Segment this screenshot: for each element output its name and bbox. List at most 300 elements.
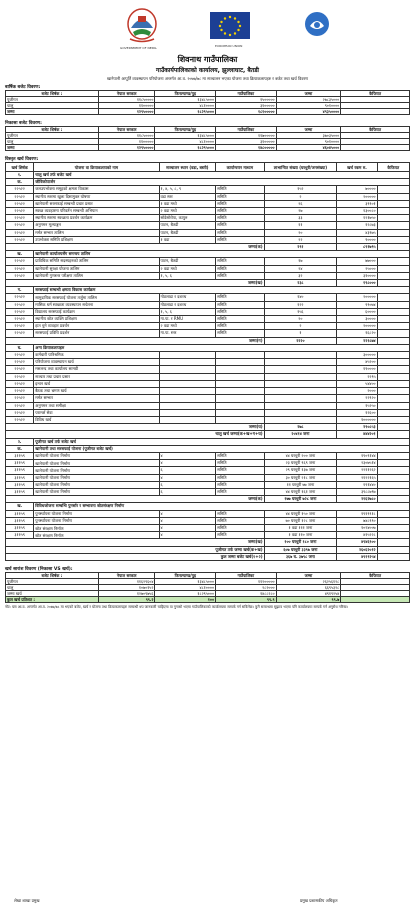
expense-place: १ वडा मध्ये	[159, 200, 216, 207]
expense-beneficiaries: ३२	[264, 272, 337, 279]
expense-code: ३११५९	[6, 517, 34, 524]
finland-value: १००	[155, 596, 216, 602]
expense-item-row	[6, 308, 410, 315]
subtotal-remarks	[377, 424, 409, 431]
subtotal-beneficiaries: २९१	[264, 244, 337, 251]
col-remarks: कैफियत	[341, 91, 410, 97]
expense-agency: समिति	[216, 460, 264, 467]
expense-name: स्थानीय स्तरमा खुला दिसामुक्त घोषणा	[34, 193, 159, 200]
total-value: ६६९५३२८	[276, 584, 341, 590]
expense-agency: समिति	[216, 200, 264, 207]
expense-name: मसलन्द तथा कार्यालय सामग्री	[34, 366, 159, 373]
expense-subtotal-row	[6, 280, 410, 287]
expense-place	[159, 366, 216, 373]
expense-name: स्रोत संरक्षण निर्माण	[34, 524, 159, 531]
expense-name: जलउपभोक्ता समूहको क्षमता विकास	[34, 186, 159, 193]
expense-remarks	[377, 208, 409, 215]
expense-code: ३११५९	[6, 524, 34, 531]
col-municipality: गाउँपालिका	[216, 91, 277, 97]
expense-amount: ३०००००	[337, 352, 377, 359]
finland-value: १८२९५०००	[155, 109, 216, 115]
expense-code: २२५२२	[6, 301, 34, 308]
expense-agency: समिति	[216, 301, 264, 308]
exp-col-remarks: कैफियत	[377, 163, 409, 172]
finland-value: ४८१००००	[155, 584, 216, 590]
gov-value: ११६२९६०४	[98, 578, 155, 584]
finland-value: ४८१००००	[155, 103, 216, 109]
expense-item-row	[6, 402, 410, 409]
finland-value: १८२९५०००	[155, 145, 216, 151]
subtotal-remarks	[377, 546, 409, 553]
expense-agency	[216, 359, 264, 366]
expense-item-row	[6, 193, 410, 200]
expense-remarks	[377, 409, 409, 416]
expense-place: पाटन, बैतडी	[159, 222, 216, 229]
expense-amount: ९९०७४	[337, 301, 377, 308]
expense-item-row	[6, 265, 410, 272]
expense-place: १, ५, ६	[159, 272, 216, 279]
expense-code: ३११५९	[6, 532, 34, 539]
expense-place: १, ४, ५, ८, ९	[159, 186, 216, 193]
expense-item-row	[6, 208, 410, 215]
expense-name: सरसफाई प्रविधि प्रदर्शन	[34, 330, 159, 337]
expense-code: ३११५९	[6, 488, 34, 495]
expense-group-row	[6, 438, 410, 445]
expense-name: पुनर्स्थापना योजना निर्माण	[34, 510, 159, 517]
gov-value: ११०००००	[98, 139, 155, 145]
subtotal-label: जम्मा(ख)	[6, 280, 265, 287]
expense-heading: विस्तृत खर्च विवरण:	[5, 157, 39, 162]
expense-name: परामर्श सेवा	[34, 409, 159, 416]
expense-amount: १९००००	[337, 366, 377, 373]
gov-value: १२७०९७५६	[98, 590, 155, 596]
total-value: २६२५६१२८	[276, 578, 341, 584]
expense-place: गा.पा. र RMU	[159, 316, 216, 323]
expense-place: गोठलाडा र दशरथ	[159, 294, 216, 301]
total-value: ९९.७	[276, 596, 341, 602]
expense-name: मर्मत सम्भार	[34, 395, 159, 402]
subtotal-label: पूजीगत तर्फ जम्मा खर्च(क+ख)	[6, 546, 265, 553]
expense-name: स्रोत संरक्षण निर्माण	[34, 532, 159, 539]
expense-agency: समिति	[216, 467, 264, 474]
expense-item-row	[6, 467, 410, 474]
expense-place: १ वडा	[159, 236, 216, 243]
expense-item-row	[6, 359, 410, 366]
expense-amount: ७००००	[337, 186, 377, 193]
expense-code: २२५२२	[6, 229, 34, 236]
expense-place	[159, 402, 216, 409]
exp-col-agency: कार्यान्वयन माध्यम	[216, 163, 264, 172]
approved-budget-heading: बार्षिक बजेट विवरण:	[5, 85, 41, 90]
expense-beneficiaries	[264, 380, 337, 387]
expense-subtotal-row	[6, 546, 410, 553]
gov-value: १२९५००००	[98, 145, 155, 151]
expense-agency	[216, 395, 264, 402]
finland-value: १३४८५०००	[155, 578, 216, 584]
col-finland: फिनल्याण्ड/युइ	[155, 91, 216, 97]
col-gov: नेपाल सरकार	[98, 572, 155, 578]
expense-name: खानेपानी योजना निर्माण	[34, 474, 159, 481]
expense-remarks	[377, 359, 409, 366]
expense-name: कर्मचारी पारिश्रमिक	[34, 352, 159, 359]
summary-heading: खर्च सारांश विवरण (निकासा VS खर्च):	[5, 566, 73, 572]
expense-amount: ३१००००	[337, 272, 377, 279]
expense-remarks	[377, 352, 409, 359]
gov-value: १२९५००००	[98, 109, 155, 115]
expense-agency: समिति	[216, 452, 264, 459]
expense-code: ३११५९	[6, 474, 34, 481]
expense-subtotal-row	[6, 496, 410, 503]
expense-agency: समिति	[216, 330, 264, 337]
expense-code: २२५२२	[6, 373, 34, 380]
subtotal-remarks	[377, 431, 409, 438]
finland-value: १३४८५०००	[155, 97, 216, 103]
expense-remarks	[377, 366, 409, 373]
expense-code: २२५२२	[6, 316, 34, 323]
row-label: जम्मा	[6, 145, 99, 151]
expense-place: गोठलाडा र दशरथ	[159, 301, 216, 308]
category-title: चालु खर्च तर्फ बजेट खर्च	[34, 172, 410, 179]
expense-place: ४	[159, 452, 216, 459]
expense-item-row	[6, 474, 410, 481]
subtotal-label: जम्मा(क)	[6, 496, 265, 503]
municipality-value: ३१०००००	[216, 139, 277, 145]
expense-item-row	[6, 186, 410, 193]
summary-table	[5, 572, 410, 603]
expense-subtotal-row	[6, 424, 410, 431]
expense-beneficiaries	[264, 366, 337, 373]
expense-beneficiaries	[264, 359, 337, 366]
col-total: जम्मा	[276, 91, 341, 97]
category-code: क.	[6, 445, 34, 452]
expense-table	[5, 162, 410, 561]
expense-item-row	[6, 272, 410, 279]
expense-agency	[216, 409, 264, 416]
row-label: कुल खर्च प्रतिशत :	[6, 596, 99, 602]
expense-beneficiaries: ४४ घरधुरी २०० जना	[264, 452, 337, 459]
expense-beneficiaries: १७	[264, 258, 337, 265]
expense-remarks	[377, 460, 409, 467]
expense-name: स्थानीय स्तरमा स्वच्छता प्रवर्धन कार्यक्रम	[34, 215, 159, 222]
expense-name: खानेपानी गुणस्तर परीक्षण तालिम	[34, 272, 159, 279]
expense-remarks	[377, 193, 409, 200]
expense-subtotal-row	[6, 337, 410, 344]
expense-subtotal-row	[6, 244, 410, 251]
finland-value: ४८१००००	[155, 139, 216, 145]
category-code: ग.	[6, 287, 34, 294]
expense-code: २२५२२	[6, 380, 34, 387]
subtotal-beneficiaries: २३८	[264, 280, 337, 287]
expense-amount: २२११२६२	[337, 467, 377, 474]
expense-amount: १५२५०	[337, 402, 377, 409]
expense-agency: समिति	[216, 258, 264, 265]
category-title: जीविकोपार्जन	[34, 179, 410, 186]
expense-beneficiaries: २०	[264, 316, 337, 323]
expense-remarks	[377, 452, 409, 459]
municipality-value: १८१०००००	[216, 109, 277, 115]
expense-remarks	[377, 510, 409, 517]
expense-beneficiaries	[264, 395, 337, 402]
expense-beneficiaries: १५२	[264, 186, 337, 193]
subtotal-remarks	[377, 280, 409, 287]
expense-category-row	[6, 287, 410, 294]
total-value: ९०१००००	[276, 103, 341, 109]
expense-item-row	[6, 200, 410, 207]
subtotal-beneficiaries: १७७ घरधुरी ७२८ जना	[264, 496, 337, 503]
expense-place	[159, 359, 216, 366]
gov-value: १०७०१५२	[98, 584, 155, 590]
expense-item-row	[6, 517, 410, 524]
expense-agency	[216, 366, 264, 373]
page-title: शिवनाथ गाउँपालिका	[177, 55, 238, 64]
expense-amount: ७७०००	[337, 258, 377, 265]
expense-agency: समिति	[216, 272, 264, 279]
expense-remarks	[377, 200, 409, 207]
expense-remarks	[377, 236, 409, 243]
total-value: ४९१९२५४	[276, 590, 341, 596]
expense-item-row	[6, 416, 410, 423]
expense-agency: समिति	[216, 488, 264, 495]
expense-code: २२५२२	[6, 265, 34, 272]
expense-remarks	[377, 517, 409, 524]
expense-item-row	[6, 373, 410, 380]
subtotal-label: जम्मा(ग)	[6, 337, 265, 344]
expense-remarks	[377, 524, 409, 531]
expense-name: खानेपानी योजना निर्माण	[34, 488, 159, 495]
subtotal-amount: २९०८५३	[337, 424, 377, 431]
finland-value: १३४८५०००	[155, 133, 216, 139]
col-heading: बजेट शिर्षक :	[6, 572, 99, 578]
expense-beneficiaries: १२२	[264, 301, 337, 308]
signature-left: लेखा शाखा प्रमुख	[14, 898, 40, 903]
subtotal-label: चालु खर्च जम्मा(क+ख+ग+घ)	[6, 431, 265, 438]
subtotal-amount: ४४४२०१	[337, 431, 377, 438]
expense-beneficiaries: १४०	[264, 294, 337, 301]
page	[5, 0, 410, 609]
expense-beneficiaries: ३० घरधुरी २१८ जना	[264, 474, 337, 481]
subtotal-amount: २१६२७८०	[337, 496, 377, 503]
expense-code: २२५२२	[6, 409, 34, 416]
expense-beneficiaries: १५६	[264, 308, 337, 315]
subtotal-beneficiaries: २०४१४ जना	[264, 431, 337, 438]
category-code: घ.	[6, 344, 34, 351]
expense-item-row	[6, 380, 410, 387]
subtotal-remarks	[377, 244, 409, 251]
approved-budget-table	[5, 90, 410, 115]
signature-right: प्रमुख प्रशासकीय अधिकृत	[300, 898, 338, 903]
gov-value: ११८५००००	[98, 133, 155, 139]
expense-item-row	[6, 366, 410, 373]
expense-code: २२५२२	[6, 186, 34, 193]
expense-beneficiaries: २७	[264, 208, 337, 215]
expense-place	[159, 409, 216, 416]
eu-flag-icon	[210, 12, 250, 42]
municipality-value: १४८८२८०	[216, 590, 277, 596]
row-label: पूजीगत	[6, 578, 99, 584]
expense-subtotal-row	[6, 539, 410, 546]
expense-remarks	[377, 402, 409, 409]
expense-item-row	[6, 215, 410, 222]
subtotal-label: जम्मा(घ)	[6, 424, 265, 431]
category-title: सरसफाई सम्बन्धी क्षमता विकास कार्यक्रम	[34, 287, 410, 294]
expense-agency: समिति	[216, 215, 264, 222]
expense-beneficiaries: ३३	[264, 215, 337, 222]
category-code: २.	[6, 438, 34, 445]
expense-code: २२५२२	[6, 366, 34, 373]
expense-agency: समिति	[216, 222, 264, 229]
expense-category-row	[6, 503, 410, 510]
col-heading: बजेट शिर्षक :	[6, 127, 99, 133]
expense-code: २२५२२	[6, 200, 34, 207]
row-label: चालु	[6, 584, 99, 590]
category-title: विविधजोजना सम्बन्धि पुनर्सार र सम्भावना स्रोतसंरक्षण निर्माण	[34, 503, 410, 510]
expense-code: ३११५९	[6, 452, 34, 459]
expense-agency: समिति	[216, 323, 264, 330]
logo-mid-caption: EUROPEAN UNION	[215, 44, 243, 48]
expense-item-row	[6, 316, 410, 323]
expense-place: २ वडा मध्ये	[159, 265, 216, 272]
expense-place	[159, 416, 216, 423]
expense-place	[159, 388, 216, 395]
expense-agency	[216, 416, 264, 423]
subtotal-beneficiaries: २७८	[264, 424, 337, 431]
expense-agency: समिति	[216, 208, 264, 215]
expense-amount: २०००००	[337, 323, 377, 330]
expense-remarks	[377, 308, 409, 315]
expense-name: अनुगमन मूल्याङ्कन	[34, 222, 159, 229]
expense-place: गा.पा. स्तर	[159, 330, 216, 337]
expense-code: ३११५९	[6, 510, 34, 517]
expense-amount: १०२४००७	[337, 524, 377, 531]
expense-item-row	[6, 510, 410, 517]
row-label: पूजीगत	[6, 97, 99, 103]
expense-place: ४	[159, 532, 216, 539]
subtotal-remarks	[377, 496, 409, 503]
expense-name: खानेपानी सरसफाई सम्बन्धी प्रचार प्रसार	[34, 200, 159, 207]
expense-item-row	[6, 532, 410, 539]
expense-amount: १९०९१४४	[337, 452, 377, 459]
intro-text: खानेपानी आपूर्ति व्यवस्थापन परियोजना अन्तर्गत आ.व. २०७७/७८ मा सञ्चालन भएका योजना तथा क्रियाकलापहरु र बजेट तथा खर्च विवरण	[106, 76, 308, 81]
expense-item-row	[6, 409, 410, 416]
expense-code: २२५२२	[6, 416, 34, 423]
subtotal-beneficiaries: २२२०	[264, 337, 337, 344]
col-total: जम्मा	[276, 127, 341, 133]
expense-code: ३११५९	[6, 481, 34, 488]
expense-amount: २३०७५१४	[337, 460, 377, 467]
expense-subtotal-row	[6, 431, 410, 438]
expense-subtotal-row	[6, 553, 410, 560]
expense-remarks	[377, 265, 409, 272]
expense-place: पाटन, बैतडी	[159, 229, 216, 236]
municipality-value: ९९.९	[216, 596, 277, 602]
expense-agency	[216, 388, 264, 395]
expense-group-row	[6, 172, 410, 179]
expense-item-row	[6, 222, 410, 229]
expense-code: ३११५९	[6, 467, 34, 474]
total-value: ४९३५००००	[276, 109, 341, 115]
expense-item-row	[6, 488, 410, 495]
expense-category-row	[6, 344, 410, 351]
exp-col-name: योजना वा क्रियाकलापको नाम	[34, 163, 159, 172]
total-value: ४६०४५०००	[276, 145, 341, 151]
expense-beneficiaries: २९ घरधुरी १३७ जना	[264, 467, 337, 474]
expense-item-row	[6, 452, 410, 459]
released-budget-table	[5, 126, 410, 151]
expense-place: सोडेसोरोपा, कापुरु	[159, 215, 216, 222]
expense-code: २२५२२	[6, 402, 34, 409]
expense-remarks	[377, 272, 409, 279]
expense-remarks	[377, 294, 409, 301]
col-gov: नेपाल सरकार	[98, 127, 155, 133]
expense-amount: ५४४००	[337, 380, 377, 387]
expense-amount: २०००००	[337, 193, 377, 200]
row-label: जम्मा	[6, 109, 99, 115]
expense-place	[159, 380, 216, 387]
expense-amount: १३००८०	[337, 208, 377, 215]
expense-code: ३११५९	[6, 460, 34, 467]
expense-amount: ७४८९९०	[337, 517, 377, 524]
subtotal-amount: २२१८७४	[337, 337, 377, 344]
expense-remarks	[377, 474, 409, 481]
expense-remarks	[377, 186, 409, 193]
municipality-value: १५०००००	[216, 97, 277, 103]
expense-code: २२५२२	[6, 208, 34, 215]
gov-value: ११०००००	[98, 103, 155, 109]
expense-remarks	[377, 488, 409, 495]
released-budget-heading: निकासा बजेट विवरण:	[5, 121, 42, 126]
municipality-value: २८२०००	[216, 584, 277, 590]
page-subtitle: गाउँकार्यपालिकाको कार्यालय, झुल्लाघाट, बैतडी	[156, 67, 259, 74]
subtotal-amount: ४९४६९००	[337, 539, 377, 546]
expense-beneficiaries	[264, 352, 337, 359]
category-code: ख.	[6, 503, 34, 510]
expense-name: परियोजना व्यवस्थापन खर्च	[34, 359, 159, 366]
expense-item-row	[6, 323, 410, 330]
expense-code: २२५२२	[6, 352, 34, 359]
expense-place: ६	[159, 467, 216, 474]
exp-col-code: खर्च शिर्षक	[6, 163, 34, 172]
expense-agency: समिति	[216, 193, 264, 200]
expense-place: ४	[159, 460, 216, 467]
category-title: खानेपानी तथा सरसफाई योजना (पूजीगत बजेट खर्च)	[34, 445, 410, 452]
expense-amount: ६००००	[337, 308, 377, 315]
expense-remarks	[377, 395, 409, 402]
expense-amount: ३९८८७९७	[337, 488, 377, 495]
expense-name: खानेपानी योजना निर्माण	[34, 467, 159, 474]
expense-name: खानेपानी योजना निर्माण	[34, 460, 159, 467]
expense-name: हात धुने व्यवहार प्रवर्धन	[34, 323, 159, 330]
expense-agency: समिति	[216, 510, 264, 517]
expense-beneficiaries: २३ घरधुरी ९६९ जना	[264, 460, 337, 467]
expense-beneficiaries: ७० घरधुरी १२८ जना	[264, 517, 337, 524]
expense-item-row	[6, 481, 410, 488]
expense-place	[159, 395, 216, 402]
expense-name: विविध खर्च	[34, 416, 159, 423]
expense-amount: १६८२०	[337, 330, 377, 337]
footnote: नोट: यस आ.व. अन्तर्गत आ.व. २०७७/७८ मा भएको बजेट, खर्च र योजना तथा क्रियाकलापहरु सम्बन्धी थप जानकारी चाहिएमा वा गुनासो भएमा गाउँपालिकाको कार्यालयमा सम्पर्क गर्न सकिनेछ। कुनै सम्बन्धमा सुझाव भएमा पनि कार्यालयमा सम्पर्क गर्न अनुरोध गरिन्छ।	[5, 604, 349, 609]
subtotal-remarks	[377, 539, 409, 546]
subtotal-beneficiaries: ६०७ घरधुरी ३३९७ जना	[264, 546, 337, 553]
expense-agency	[216, 380, 264, 387]
expense-amount: २२९५	[337, 373, 377, 380]
expense-name: पुनर्स्थापना योजना निर्माण	[34, 517, 159, 524]
expense-agency: समिति	[216, 265, 264, 272]
municipality-value: १४८०००००	[216, 145, 277, 151]
expense-amount: १२८७३	[337, 222, 377, 229]
subtotal-label: जम्मा(क)	[6, 244, 265, 251]
municipality-logo-icon	[303, 10, 331, 38]
expense-code: २२५२२	[6, 388, 34, 395]
